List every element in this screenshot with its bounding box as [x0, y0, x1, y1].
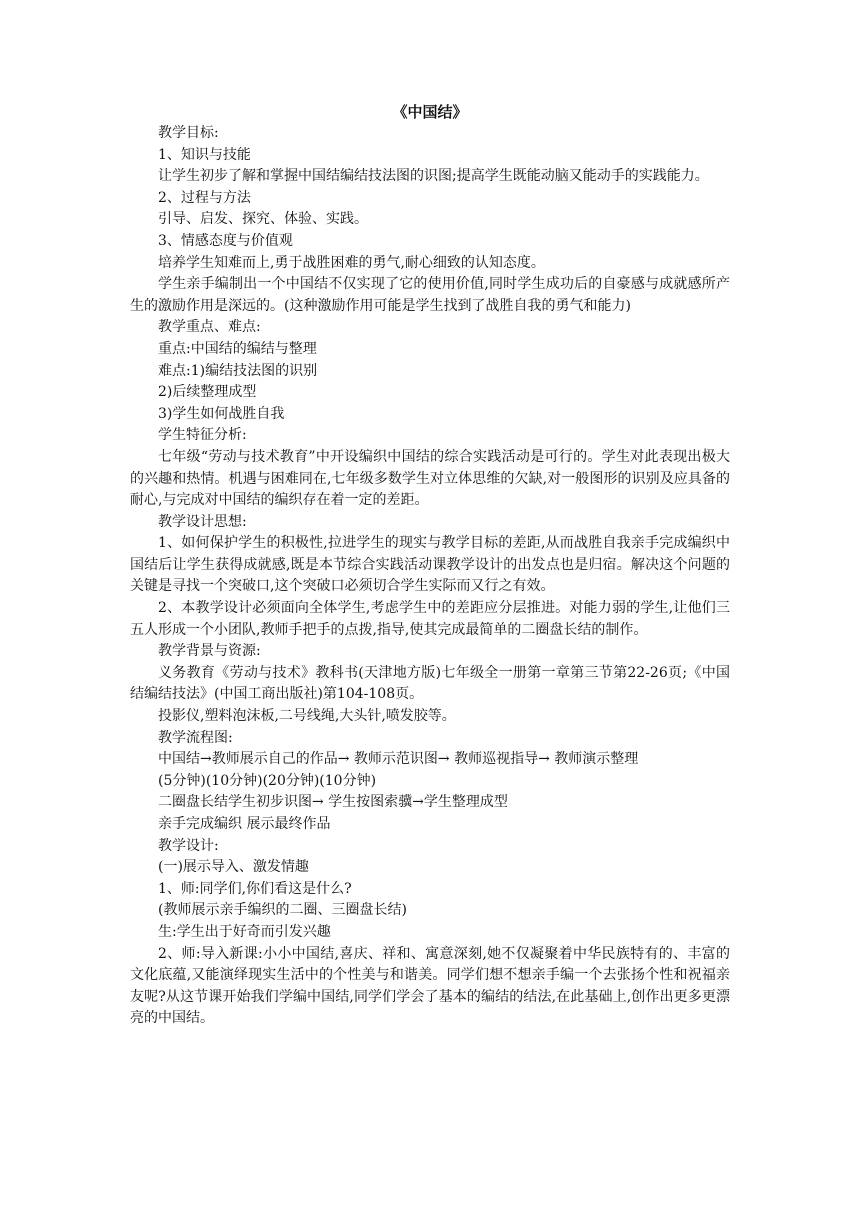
paragraph: 引导、启发、探究、体验、实践。 [158, 211, 368, 228]
flow-line: 二圈盘长结学生初步识图→ 学生按图索骥→学生整理成型 [158, 794, 508, 811]
paragraph: 让学生初步了解和掌握中国结编结技法图的识图;提高学生既能动脑又能动手的实践能力。 [158, 168, 709, 185]
paragraph: 2、师:导入新课:小小中国结,喜庆、祥和、寓意深刻,她不仅凝聚着中华民族特有的、丰富的文化底蕴,又能演绎现实生活中的个性美与和谐美。同学们想不想亲手编一个去张扬个性和祝福亲友呢?从这节课开始我们学编中国结,同学们学会了基本的编结的结法,在此基础上,创作出更多更漂亮的中国结。 [130, 945, 730, 1027]
subheading: (一)展示导入、激发情趣 [158, 859, 309, 876]
paragraph: 1、如何保护学生的积极性,拉进学生的现实与教学目标的差距,从而战胜自我亲手完成编织中国结后让学生获得成就感,既是本节综合实践活动课教学设计的出发点也是归宿。解决这个问题的关键是寻找一个突破口,这个突破口必须切合学生实际而又行之有效。 [130, 535, 730, 595]
paragraph: 义务教育《劳动与技术》教科书(天津地方版)七年级全一册第一章第三节第22-26页;《中国结编结技法》(中国工商出版社)第104-108页。 [130, 664, 730, 703]
section-heading: 教学设计: [158, 837, 219, 854]
paragraph: 重点:中国结的编结与整理 [158, 340, 317, 357]
paragraph: (教师展示亲手编织的二圈、三圈盘长结) [158, 902, 407, 919]
flow-line: 中国结→教师展示自己的作品→ 教师示范识图→ 教师巡视指导→ 教师演示整理 [158, 751, 639, 768]
section-heading: 教学重点、难点: [158, 319, 261, 336]
paragraph: 生:学生出于好奇而引发兴趣 [158, 923, 331, 940]
section-heading: 学生特征分析: [158, 427, 247, 444]
subheading: 1、知识与技能 [158, 146, 251, 163]
paragraph: 学生亲手编制出一个中国结不仅实现了它的使用价值,同时学生成功后的自豪感与成就感所产生的激励作用是深远的。(这种激励作用可能是学生找到了战胜自我的勇气和能力) [130, 276, 730, 314]
paragraph: 培养学生知难而上,勇于战胜困难的勇气,耐心细致的认知态度。 [158, 254, 545, 271]
paragraph: 3)学生如何战胜自我 [158, 405, 285, 422]
subheading: 2、过程与方法 [158, 189, 251, 206]
section-heading: 教学流程图: [158, 729, 233, 746]
paragraph: 1、师:同学们,你们看这是什么? [158, 880, 352, 897]
flow-line: 亲手完成编织 展示最终作品 [158, 816, 331, 832]
document-title: 《中国结》 [392, 103, 468, 121]
paragraph: 难点:1)编结技法图的识别 [158, 362, 318, 379]
subheading: 3、情感态度与价值观 [158, 232, 293, 249]
document-page [130, 101, 730, 1030]
paragraph: 七年级“劳动与技术教育”中开设编织中国结的综合实践活动是可行的。学生对此表现出极大的兴趣和热情。机遇与困难同在,七年级多数学生对立体思维的欠缺,对一般图形的识别及应具备的耐心,与完成对中国结的编织存在着一定的差距。 [130, 448, 730, 509]
paragraph: 2)后续整理成型 [158, 384, 257, 401]
section-heading: 教学设计思想: [158, 513, 247, 530]
paragraph: 投影仪,塑料泡沫板,二号线绳,大头针,喷发胶等。 [158, 708, 456, 725]
section-heading: 教学目标: [158, 125, 219, 141]
paragraph: 2、本教学设计必须面向全体学生,考虑学生中的差距应分层推进。对能力弱的学生,让他们三五人形成一个小团队,教师手把手的点拨,指导,使其完成最简单的二圈盘长结的制作。 [130, 600, 730, 638]
section-heading: 教学背景与资源: [158, 643, 261, 660]
flow-line: (5分钟)(10分钟)(20分钟)(10分钟) [158, 772, 377, 789]
